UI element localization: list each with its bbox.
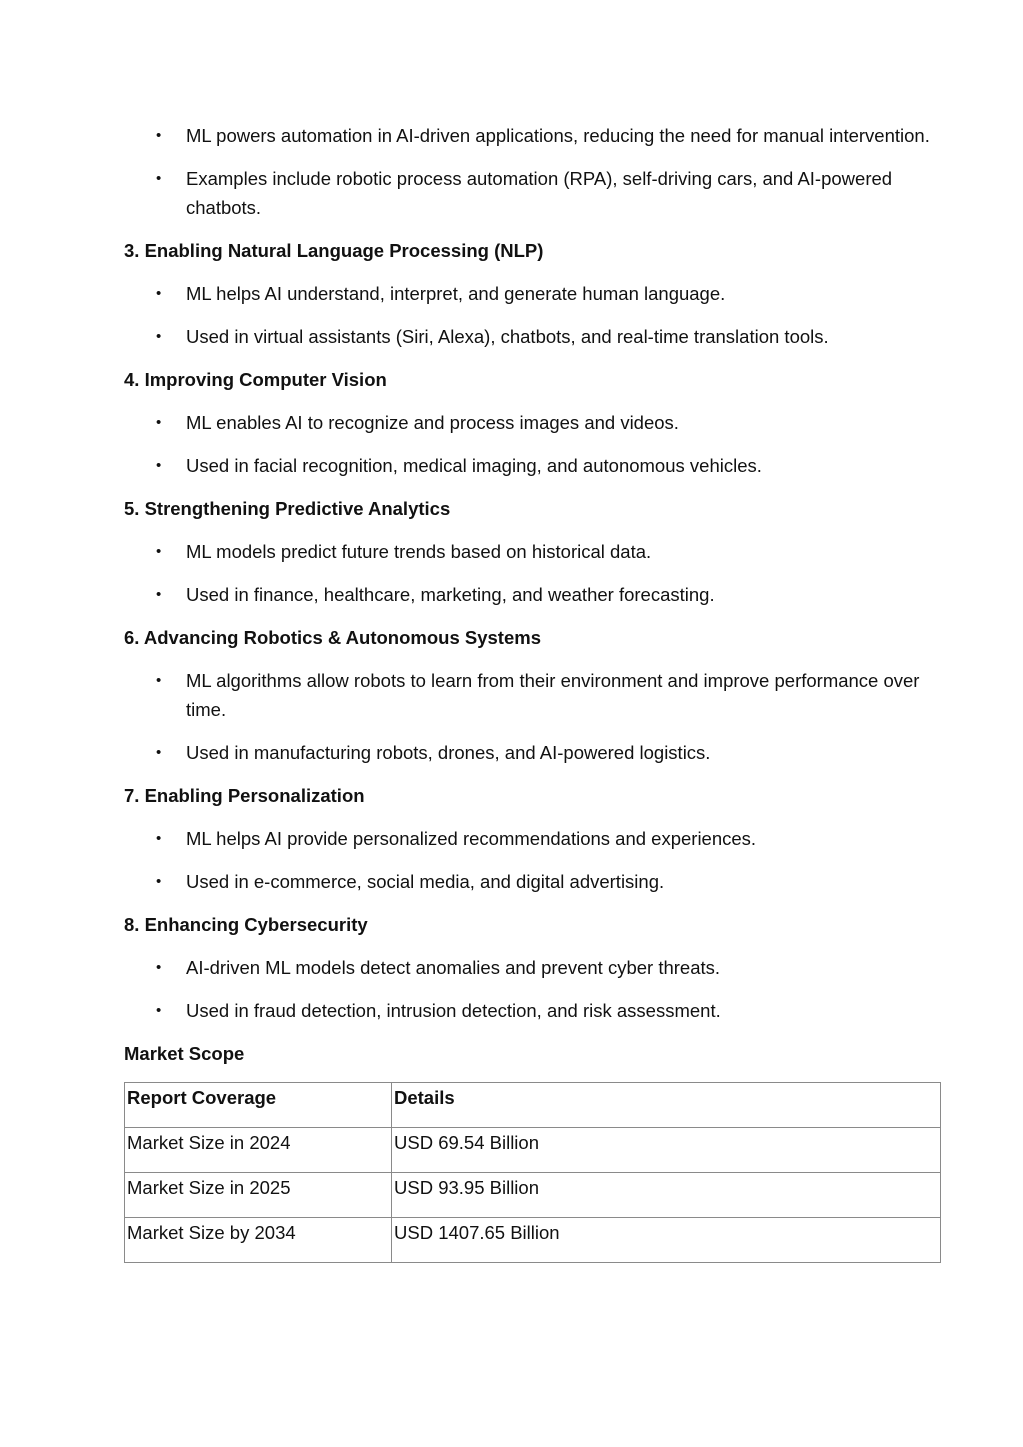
market-scope-table bbox=[124, 1082, 941, 1263]
section-bullet-list bbox=[124, 279, 941, 351]
section-heading: 5. Strengthening Predictive Analytics bbox=[124, 498, 451, 519]
list-item-text: ML models predict future trends based on historical data. bbox=[186, 541, 652, 562]
section-cybersecurity bbox=[124, 910, 941, 1025]
list-item bbox=[124, 322, 941, 351]
section-bullet-list bbox=[124, 666, 941, 767]
section-nlp bbox=[124, 236, 941, 351]
table-cell: USD 93.95 Billion bbox=[392, 1173, 941, 1218]
section-bullet-list bbox=[124, 824, 941, 896]
list-item-text: ML helps AI understand, interpret, and generate human language. bbox=[186, 283, 726, 304]
section-computer-vision bbox=[124, 365, 941, 480]
list-item-text: Used in fraud detection, intrusion detection, and risk assessment. bbox=[186, 1000, 721, 1021]
list-item bbox=[124, 738, 941, 767]
list-item bbox=[124, 953, 941, 982]
list-item-text: ML algorithms allow robots to learn from their environment and improve performance over time. bbox=[186, 670, 920, 720]
list-item bbox=[124, 164, 941, 222]
table-cell: USD 1407.65 Billion bbox=[392, 1218, 941, 1263]
list-item bbox=[124, 451, 941, 480]
bullet-marker: • bbox=[156, 414, 162, 431]
list-item-text: ML powers automation in AI-driven applications, reducing the need for manual intervention. bbox=[186, 125, 930, 146]
section-bullet-list bbox=[124, 408, 941, 480]
list-item-text: Used in facial recognition, medical imaging, and autonomous vehicles. bbox=[186, 455, 762, 476]
bullet-marker: • bbox=[156, 744, 162, 761]
bullet-marker: • bbox=[156, 457, 162, 474]
list-item-text: Used in virtual assistants (Siri, Alexa), chatbots, and real-time translation tools. bbox=[186, 326, 829, 347]
list-item bbox=[124, 279, 941, 308]
list-item-text: ML enables AI to recognize and process images and videos. bbox=[186, 412, 679, 433]
bullet-marker: • bbox=[156, 170, 162, 187]
list-item bbox=[124, 824, 941, 853]
bullet-marker: • bbox=[156, 830, 162, 847]
column-header-details: Details bbox=[392, 1083, 941, 1128]
list-item bbox=[124, 537, 941, 566]
list-item-text: Used in e-commerce, social media, and digital advertising. bbox=[186, 871, 665, 892]
list-item-text: ML helps AI provide personalized recommendations and experiences. bbox=[186, 828, 757, 849]
bullet-marker: • bbox=[156, 285, 162, 302]
list-item bbox=[124, 867, 941, 896]
section-personalization bbox=[124, 781, 941, 896]
list-item-text: Used in finance, healthcare, marketing, and weather forecasting. bbox=[186, 584, 715, 605]
table-row bbox=[125, 1218, 941, 1263]
section-bullet-list bbox=[124, 537, 941, 609]
list-item-text: Examples include robotic process automation (RPA), self-driving cars, and AI-powered chatbots. bbox=[186, 168, 893, 218]
section-robotics bbox=[124, 623, 941, 767]
table-cell: Market Size in 2024 bbox=[125, 1128, 392, 1173]
list-item bbox=[124, 408, 941, 437]
list-item-text: AI-driven ML models detect anomalies and prevent cyber threats. bbox=[186, 957, 721, 978]
bullet-marker: • bbox=[156, 543, 162, 560]
list-item bbox=[124, 996, 941, 1025]
table-row bbox=[125, 1128, 941, 1173]
bullet-marker: • bbox=[156, 328, 162, 345]
list-item bbox=[124, 580, 941, 609]
table-header-row bbox=[125, 1083, 941, 1128]
table-cell: USD 69.54 Billion bbox=[392, 1128, 941, 1173]
bullet-marker: • bbox=[156, 127, 162, 144]
table-row bbox=[125, 1173, 941, 1218]
section-heading: 4. Improving Computer Vision bbox=[124, 369, 387, 390]
section-predictive-analytics bbox=[124, 494, 941, 609]
section-heading: 7. Enabling Personalization bbox=[124, 785, 365, 806]
section-heading: 3. Enabling Natural Language Processing (NLP) bbox=[124, 240, 544, 261]
intro-bullet-list bbox=[124, 121, 941, 222]
bullet-marker: • bbox=[156, 959, 162, 976]
bullet-marker: • bbox=[156, 873, 162, 890]
section-heading: 6. Advancing Robotics & Autonomous Systems bbox=[124, 627, 541, 648]
table-cell: Market Size by 2034 bbox=[125, 1218, 392, 1263]
bullet-marker: • bbox=[156, 1002, 162, 1019]
section-heading: 8. Enhancing Cybersecurity bbox=[124, 914, 368, 935]
section-bullet-list bbox=[124, 953, 941, 1025]
list-item-text: Used in manufacturing robots, drones, and AI-powered logistics. bbox=[186, 742, 711, 763]
list-item bbox=[124, 666, 941, 724]
market-scope-heading: Market Scope bbox=[124, 1043, 245, 1064]
list-item bbox=[124, 121, 941, 150]
bullet-marker: • bbox=[156, 586, 162, 603]
bullet-marker: • bbox=[156, 672, 162, 689]
market-scope-section bbox=[124, 1039, 941, 1263]
table-cell: Market Size in 2025 bbox=[125, 1173, 392, 1218]
column-header-report-coverage: Report Coverage bbox=[125, 1083, 392, 1128]
